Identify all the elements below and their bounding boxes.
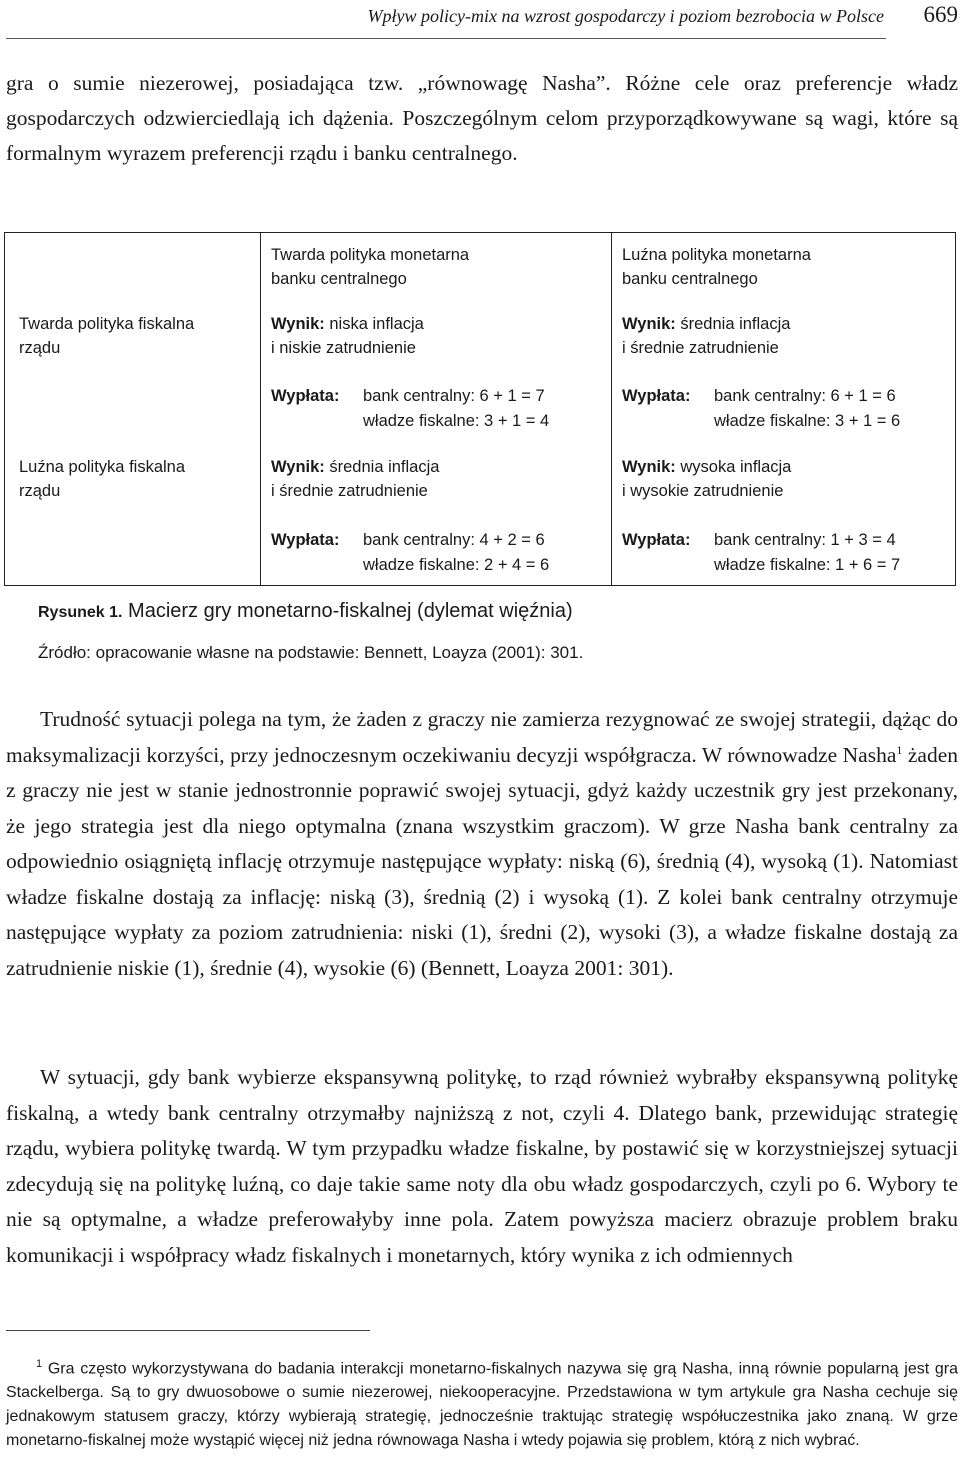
footnote-rule <box>6 1330 370 1331</box>
result-text: i wysokie zatrudnienie <box>622 482 784 500</box>
row-header-line: Twarda polityka fiskalna <box>19 315 195 333</box>
payout-fiscal: władze fiskalne: 3 + 1 = 6 <box>714 412 901 430</box>
col-header-line: banku centralnego <box>622 270 758 288</box>
page-number: 669 <box>923 2 958 27</box>
figure-caption <box>38 600 573 623</box>
result-label: Wynik: <box>271 458 325 476</box>
footnote-marker: 1 <box>36 1358 43 1370</box>
row-header-line: rządu <box>19 339 61 357</box>
row-header-line: rządu <box>19 482 61 500</box>
matrix-cell-result <box>271 312 424 360</box>
caption-text: Macierz gry monetarno-fiskalnej (dylemat więźnia) <box>122 600 573 622</box>
payout-label: Wypłata: <box>622 531 691 549</box>
matrix-cell-result <box>622 455 791 503</box>
payout-bank: bank centralny: 1 + 3 = 4 <box>714 531 896 549</box>
col-header-line: Twarda polityka monetarna <box>271 246 470 264</box>
col-header-loose-monetary <box>622 243 811 291</box>
result-text: i niskie zatrudnienie <box>271 339 416 357</box>
col-header-line: Luźna polityka monetarna <box>622 246 811 264</box>
row-header-line: Luźna polityka fiskalna <box>19 458 186 476</box>
result-text: wysoka inflacja <box>675 458 792 476</box>
result-text: niska inflacja <box>324 315 424 333</box>
matrix-cell-payout <box>271 384 601 434</box>
payout-fiscal: władze fiskalne: 3 + 1 = 4 <box>363 412 550 430</box>
result-text: i średnie zatrudnienie <box>622 339 779 357</box>
result-label: Wynik: <box>271 315 325 333</box>
result-text: średnia inflacja <box>675 315 791 333</box>
footnote-text: Gra często wykorzystywana do badania interakcji monetarno-fiskalnych nazywa się grą Nasha, inną równie popularną jest gra Stackelberga. Są to gry dwuosobowe o sumie niezerowej, niekooperacyjne. Przedstawiona w tym artykule gra Nasha cechuje się jednakowym statusem graczy, którzy wybierają strategię, jednocześnie traktując strategię współuczestnika jako znaną. W grze monetarno-fiskalnej może wystąpić więcej niż jedna równowaga Nasha i wtedy pojawia się problem, którą z nich wybrać. <box>6 1360 958 1450</box>
col-header-hard-monetary <box>271 243 469 291</box>
figure-source: Źródło: opracowanie własne na podstawie: Bennett, Loayza (2001): 301. <box>38 643 584 662</box>
payout-fiscal: władze fiskalne: 1 + 6 = 7 <box>714 556 901 574</box>
paragraph-text: żaden z graczy nie jest w stanie jednostronnie poprawić swojej sytuacji, gdyż każdy uczestnik gry jest przekonany, że jego strategia jest dla niego optymalna (znana wszystkim graczom). W grze Nasha bank centralny za odpowiednio osiągniętą inflację otrzymuje następujące wypłaty: niską (6), średnią (4), wysoką (1). Natomiast władze fiskalne dostają za inflację: niską (3), średnią (2) i wysoką (1). Z kolei bank centralny otrzymuje następujące wypłaty za poziom zatrudnienia: niski (1), średni (2), wysoki (3), a władze fiskalne dostają za zatrudnienie niskie (1), średnie (4), wysokie (6) (Bennett, Loayza 2001: 301). <box>6 742 958 980</box>
running-header <box>0 4 960 34</box>
result-text: średnia inflacja <box>324 458 440 476</box>
payout-fiscal: władze fiskalne: 2 + 4 = 6 <box>363 556 550 574</box>
running-title: Wpływ policy-mix na wzrost gospodarczy i poziom bezrobocia w Polsce <box>367 6 884 26</box>
payout-bank: bank centralny: 6 + 1 = 7 <box>363 387 545 405</box>
col-header-line: banku centralnego <box>271 270 407 288</box>
row-header-hard-fiscal <box>19 312 194 360</box>
matrix-divider <box>611 233 612 585</box>
header-rule <box>6 38 886 39</box>
matrix-cell-payout <box>271 528 601 578</box>
intro-paragraph: gra o sumie niezerowej, posiadająca tzw. „równowagę Nasha”. Różne cele oraz preferencje władz gospodarczych odzwierciedlają ich dążenia. Poszczególnym celom przyporządkowywane są wagi, które są formalnym wyrazem preferencji rządu i banku centralnego. <box>6 71 958 165</box>
result-text: i średnie zatrudnienie <box>271 482 428 500</box>
result-label: Wynik: <box>622 315 676 333</box>
result-label: Wynik: <box>622 458 676 476</box>
payout-label: Wypłata: <box>622 387 691 405</box>
paragraph-text: Trudność sytuacji polega na tym, że żaden z graczy nie zamierza rezygnować ze swojej strategii, dążąc do maksymalizacji korzyści, przy jednoczesnym oczekiwaniu decyzji współgracza. W równowadze Nasha <box>6 707 958 767</box>
matrix-divider <box>260 233 261 585</box>
payout-label: Wypłata: <box>271 531 340 549</box>
matrix-cell-result <box>271 455 439 503</box>
matrix-cell-result <box>622 312 790 360</box>
footnote <box>6 1352 958 1453</box>
payout-bank: bank centralny: 4 + 2 = 6 <box>363 531 545 549</box>
caption-label: Rysunek 1. <box>38 604 123 621</box>
row-header-loose-fiscal <box>19 455 185 503</box>
footnote-ref[interactable]: 1 <box>896 742 903 757</box>
body-paragraph: W sytuacji, gdy bank wybierze ekspansywną politykę, to rząd również wybrałby ekspansywną politykę fiskalną, a wtedy bank centralny otrzymałby najniższą z not, czyli 4. Dlatego bank, przewidując strategię rządu, wybiera politykę twardą. W tym przypadku władze fiskalne, by postawić się w korzystniejszej sytuacji zdecydują się na politykę luźną, co daje takie same noty dla obu władz gospodarczych, czyli po 6. Wybory te nie są optymalne, a władze preferowałyby inne pola. Zatem powyższa macierz obrazuje problem braku komunikacji i współpracy władz fiskalnych i monetarnych, który wynika z ich odmiennych <box>6 1065 958 1267</box>
game-matrix-figure <box>4 232 956 586</box>
payout-bank: bank centralny: 6 + 1 = 6 <box>714 387 896 405</box>
payout-label: Wypłata: <box>271 387 340 405</box>
body-paragraph <box>6 702 958 986</box>
matrix-cell-payout <box>622 528 952 578</box>
matrix-cell-payout <box>622 384 952 434</box>
